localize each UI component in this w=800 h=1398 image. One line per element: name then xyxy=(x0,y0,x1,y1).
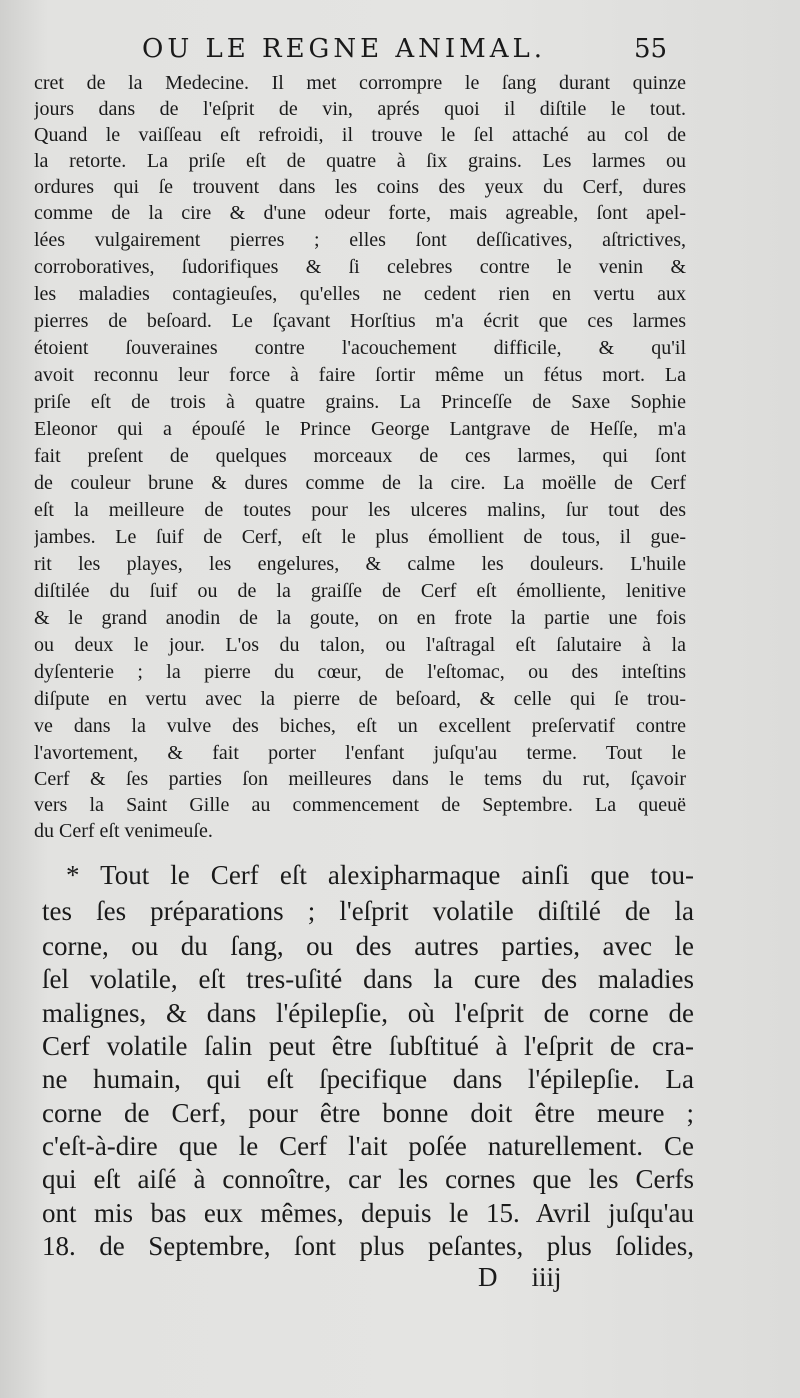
note-line: ne humain, qui eſt ſpecifique dans l'épilepſie. La xyxy=(42,1064,694,1094)
page-number: 55 xyxy=(634,34,668,64)
body-line: fait preſent de quelques morceaux de ces larmes, qui ſont xyxy=(34,445,686,467)
body-line: étoient ſouveraines contre l'acouchement difficile, & qu'il xyxy=(34,337,686,359)
body-line: eſt la meilleure de toutes pour les ulceres malins, ſur tout des xyxy=(34,499,686,521)
body-line: lées vulgairement pierres ; elles ſont deſſicatives, aſtrictives, xyxy=(34,229,686,251)
note-line: corne de Cerf, pour être bonne doit être meure ; xyxy=(42,1098,694,1128)
body-line: jours dans de l'eſprit de vin, aprés quoi il diſtile le tout. xyxy=(34,98,686,120)
body-line: comme de la cire & d'une odeur forte, mais agreable, ſont apel- xyxy=(34,202,686,224)
note-line: ſel volatile, eſt tres-uſité dans la cure des maladies xyxy=(42,964,694,994)
body-line: jambes. Le ſuif de Cerf, eſt le plus émollient de tous, il gue- xyxy=(34,526,686,548)
body-line: Cerf & ſes parties ſon meilleures dans le tems du rut, ſçavoir xyxy=(34,768,686,790)
signature-letter: D xyxy=(478,1262,498,1292)
note-line: * Tout le Cerf eſt alexipharmaque ainſi que tou- xyxy=(66,860,694,890)
body-line: Quand le vaiſſeau eſt refroidi, il trouve le ſel attaché au col de xyxy=(34,124,686,146)
body-line: diſtilée du ſuif ou de la graiſſe de Cerf eſt émolliente, lenitive xyxy=(34,580,686,602)
note-line: qui eſt aiſé à connoître, car les cornes que les Cerfs xyxy=(42,1164,694,1194)
running-title: OU LE REGNE ANIMAL. xyxy=(142,34,547,64)
body-line: corroboratives, ſudorifiques & ſi celebres contre le venin & xyxy=(34,256,686,278)
body-line: du Cerf eſt venimeuſe. xyxy=(34,820,213,842)
body-line: ve dans la vulve des biches, eſt un excellent preſervatif contre xyxy=(34,715,686,737)
body-line: vers la Saint Gille au commencement de Septembre. La queuë xyxy=(34,794,686,816)
body-line: diſpute en vertu avec la pierre de beſoard, & celle qui ſe trou- xyxy=(34,688,686,710)
note-line: corne, ou du ſang, ou des autres parties, avec le xyxy=(42,931,694,961)
note-line: c'eſt-à-dire que le Cerf l'ait poſée naturellement. Ce xyxy=(42,1131,694,1161)
body-line: ordures qui ſe trouvent dans les coins des yeux du Cerf, dures xyxy=(34,176,686,198)
note-line: ont mis bas eux mêmes, depuis le 15. Avril juſqu'au xyxy=(42,1198,694,1228)
body-line: avoit reconnu leur force à faire ſortir même un fétus mort. La xyxy=(34,364,686,386)
body-line: l'avortement, & fait porter l'enfant juſqu'au terme. Tout le xyxy=(34,742,686,764)
body-line: priſe eſt de trois à quatre grains. La Princeſſe de Saxe Sophie xyxy=(34,391,686,413)
body-line: la retorte. La priſe eſt de quatre à ſix grains. Les larmes ou xyxy=(34,150,686,172)
page-header xyxy=(0,30,800,70)
body-line: dyſenterie ; la pierre du cœur, de l'eſtomac, ou des inteſtins xyxy=(34,661,686,683)
note-line: Cerf volatile ſalin peut être ſubſtitué à l'eſprit de cra- xyxy=(42,1031,694,1061)
body-line: ou deux le jour. L'os du talon, ou l'aſtragal eſt ſalutaire à la xyxy=(34,634,686,656)
note-line: tes ſes préparations ; l'eſprit volatile diſtilé de la xyxy=(42,896,694,926)
body-line: les maladies contagieuſes, qu'elles ne cedent rien en vertu aux xyxy=(34,283,686,305)
body-line: Eleonor qui a épouſé le Prince George Lantgrave de Heſſe, m'a xyxy=(34,418,686,440)
body-line: pierres de beſoard. Le ſçavant Horſtius m'a écrit que ces larmes xyxy=(34,310,686,332)
note-line: 18. de Septembre, ſont plus peſantes, plus ſolides, xyxy=(42,1231,694,1261)
signature-mark xyxy=(478,1262,596,1293)
note-line: malignes, & dans l'épilepſie, où l'eſprit de corne de xyxy=(42,998,694,1028)
body-line: & le grand anodin de la goute, on en frote la partie une fois xyxy=(34,607,686,629)
body-line: rit les playes, les engelures, & calme les douleurs. L'huile xyxy=(34,553,686,575)
body-line: de couleur brune & dures comme de la cire. La moëlle de Cerf xyxy=(34,472,686,494)
signature-numeral: iiij xyxy=(531,1262,562,1292)
body-line: cret de la Medecine. Il met corrompre le ſang durant quinze xyxy=(34,72,686,94)
